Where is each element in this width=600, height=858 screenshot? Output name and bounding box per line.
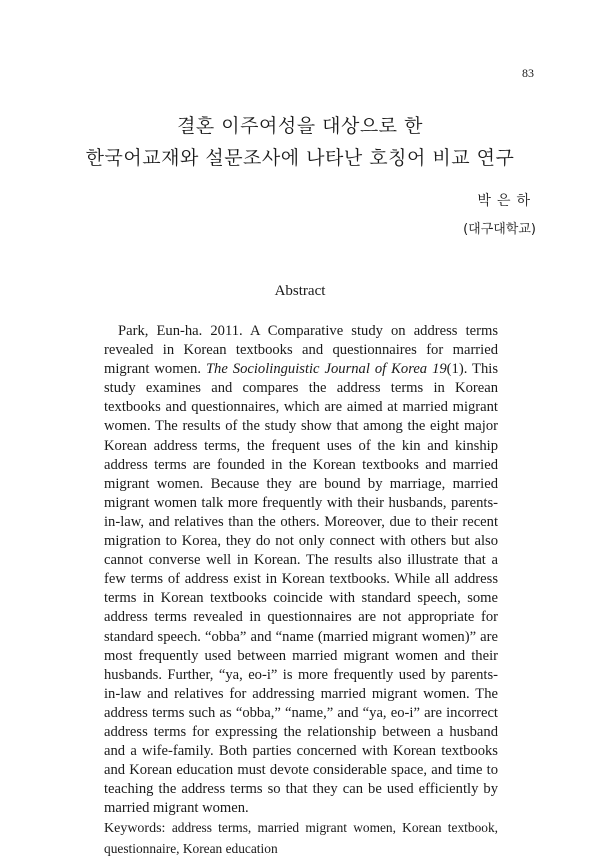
keywords-paragraph [104, 818, 498, 857]
paper-title [0, 110, 600, 174]
abstract-paragraph [104, 322, 498, 818]
abstract-text: This study examines and compares the address terms in Korean textbooks and questionnaires, which are aimed at married migrant women. The results of the study show that among the eight major Korean address terms, the frequent uses of the kin and kinship address terms are founded in the Korean textbooks and married migrant women. Because they are bound by marriage, married migrant women talk more frequently with their husbands, parents-in-law, and relatives than the others. Moreover, due to their recent migration to Korea, they do not only connect with others but also cannot converse well in Korean. The results also illustrate that a few terms of address exist in Korean textbooks. While all address terms in Korean textbooks coincide with standard speech, some address terms revealed in questionnaires are not appropriate for standard speech. “obba” and “name (married migrant women)” are most frequently used between married migrant women and their husbands. Further, “ya, eo-i” is more frequently used by parents-in-law and relatives for addressing married migrant women. The address terms such as “obba,” “name,” and “ya, eo-i” are incorrect address terms for expressing the relationship between a husband and a wife-family. Both parties concerned with Korean textbooks and Korean education must devote considerable space, and time to teaching the address terms so that they can be used efficiently by married migrant women. [104, 361, 498, 817]
title-line-2: 한국어교재와 설문조사에 나타난 호칭어 비교 연구 [85, 147, 515, 169]
title-line-1: 결혼 이주여성을 대상으로 한 [177, 115, 423, 137]
citation-lead: Park, Eun-ha. 2011. A Comparative study on address terms revealed in Korean textbooks and questionnaires for married migrant women. [104, 323, 498, 378]
abstract-body [104, 322, 498, 858]
keywords-label: Keywords: [104, 821, 172, 837]
page-number: 83 [522, 66, 534, 80]
author-name: 박은하 [477, 193, 536, 209]
abstract-heading: Abstract [274, 283, 326, 299]
keywords-text: address terms, married migrant women, Korean textbook, questionnaire, Korean education [104, 820, 499, 856]
author-affiliation: (대구대학교) [463, 222, 536, 237]
author-block [463, 190, 536, 237]
journal-issue: (1). [446, 361, 473, 378]
journal-title: The Sociolinguistic Journal of Korea 19 [205, 361, 447, 378]
